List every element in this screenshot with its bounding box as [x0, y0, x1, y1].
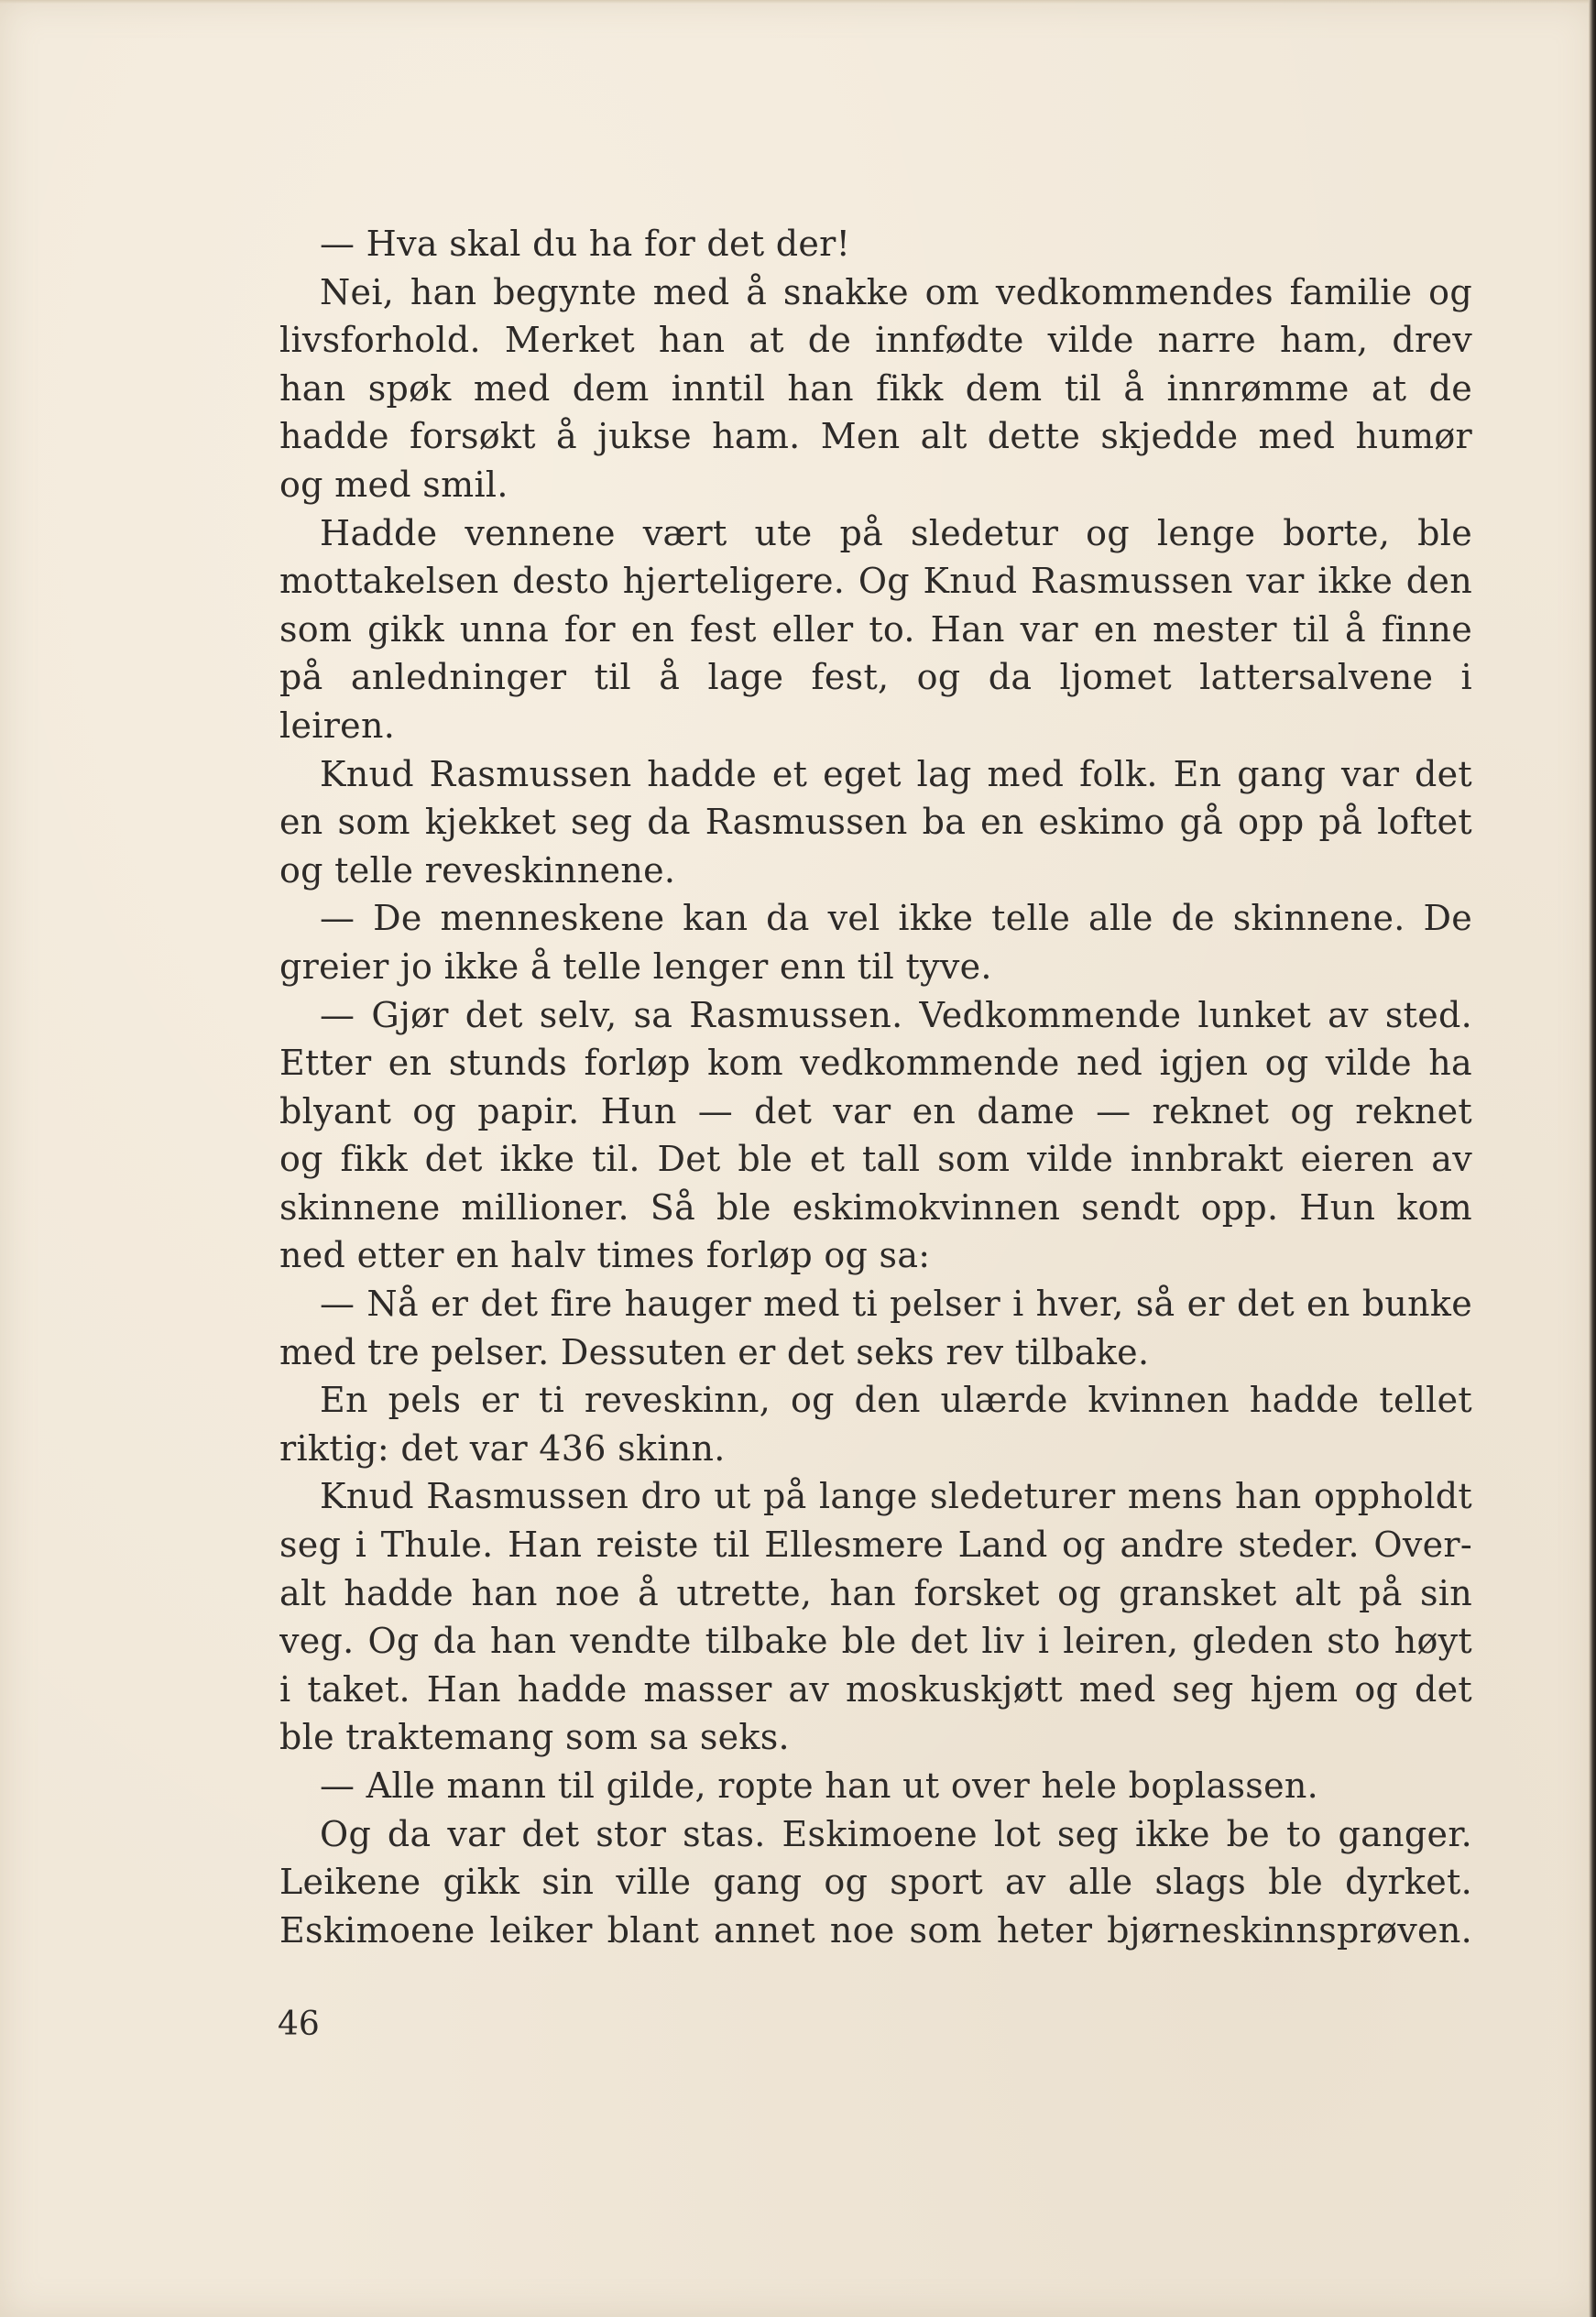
text-line: som gikk unna for en fest eller to. Han var en mester til å finne: [279, 608, 1472, 650]
text-line: ned etter en halv times forløp og sa:: [279, 1235, 931, 1276]
text-line: mottakelsen desto hjerteligere. Og Knud Rasmussen var ikke den: [279, 561, 1472, 602]
text-line: alt hadde han noe å utrette, han forsket og gransket alt på sin: [279, 1572, 1472, 1613]
text-line: hadde forsøkt å jukse ham. Men alt dette skjedde med humør: [279, 416, 1472, 457]
text-line: livsforhold. Merket han at de innfødte vilde narre ham, drev: [279, 320, 1472, 361]
text-line: ble traktemang som sa seks.: [279, 1717, 790, 1758]
text-line: og med smil.: [279, 464, 508, 505]
text-line: riktig: det var 436 skinn.: [279, 1427, 726, 1469]
text-line: i taket. Han hadde masser av moskuskjøtt med seg hjem og det: [279, 1668, 1472, 1710]
text-line: — Alle mann til gilde, ropte han ut over hele boplassen.: [320, 1765, 1319, 1806]
text-line: han spøk med dem inntil han fikk dem til å innrømme at de: [279, 367, 1472, 409]
text-line: Leikene gikk sin ville gang og sport av alle slags ble dyrket.: [279, 1862, 1472, 1903]
text-line: leiren.: [279, 705, 396, 746]
text-line: en som kjekket seg da Rasmussen ba en eskimo gå opp på loftet: [279, 802, 1472, 843]
text-line: Etter en stunds forløp kom vedkommende ned igjen og vilde ha: [279, 1043, 1472, 1084]
text-line: — Gjør det selv, sa Rasmussen. Vedkommende lunket av sted.: [320, 994, 1472, 1035]
text-line: på anledninger til å lage fest, og da ljomet lattersalvene i: [279, 657, 1472, 698]
text-line: og telle reveskinnene.: [279, 849, 676, 891]
page-right-edge: [1589, 0, 1596, 2317]
text-line: med tre pelser. Dessuten er det seks rev tilbake.: [279, 1331, 1150, 1372]
text-line: skinnene millioner. Så ble eskimokvinnen sendt opp. Hun kom: [279, 1186, 1472, 1228]
page-number: 46: [278, 2006, 320, 2043]
text-line: Knud Rasmussen hadde et eget lag med folk. En gang var det: [320, 753, 1472, 794]
text-line: — De menneskene kan da vel ikke telle alle de skinnene. De: [320, 898, 1472, 939]
text-line: veg. Og da han vendte tilbake ble det liv i leiren, gleden sto høyt: [279, 1621, 1472, 1662]
text-line: — Nå er det fire hauger med ti pelser i hver, så er det en bunke: [320, 1284, 1472, 1325]
text-line: blyant og papir. Hun — det var en dame — reknet og reknet: [279, 1090, 1472, 1131]
text-line: greier jo ikke å telle lenger enn til tyve.: [279, 945, 992, 987]
text-line: Og da var det stor stas. Eskimoene lot seg ikke be to ganger.: [320, 1813, 1472, 1854]
text-line: — Hva skal du ha for det der!: [320, 224, 851, 264]
page-top-edge: [0, 0, 1596, 4]
text-line: seg i Thule. Han reiste til Ellesmere Land og andre steder. Over-: [279, 1525, 1472, 1566]
text-line: og fikk det ikke til. Det ble et tall som vilde innbrakt eieren av: [279, 1139, 1472, 1180]
text-line: Eskimoene leiker blant annet noe som heter bjørneskinnsprøven.: [279, 1909, 1472, 1951]
body-text: [279, 220, 1472, 1954]
text-line: Knud Rasmussen dro ut på lange sledeturer mens han oppholdt: [320, 1476, 1472, 1517]
text-line: En pels er ti reveskinn, og den ulærde kvinnen hadde tellet: [320, 1380, 1472, 1421]
text-line: Hadde vennene vært ute på sledetur og lenge borte, ble: [320, 512, 1472, 553]
text-line: Nei, han begynte med å snakke om vedkommendes familie og: [320, 271, 1472, 312]
